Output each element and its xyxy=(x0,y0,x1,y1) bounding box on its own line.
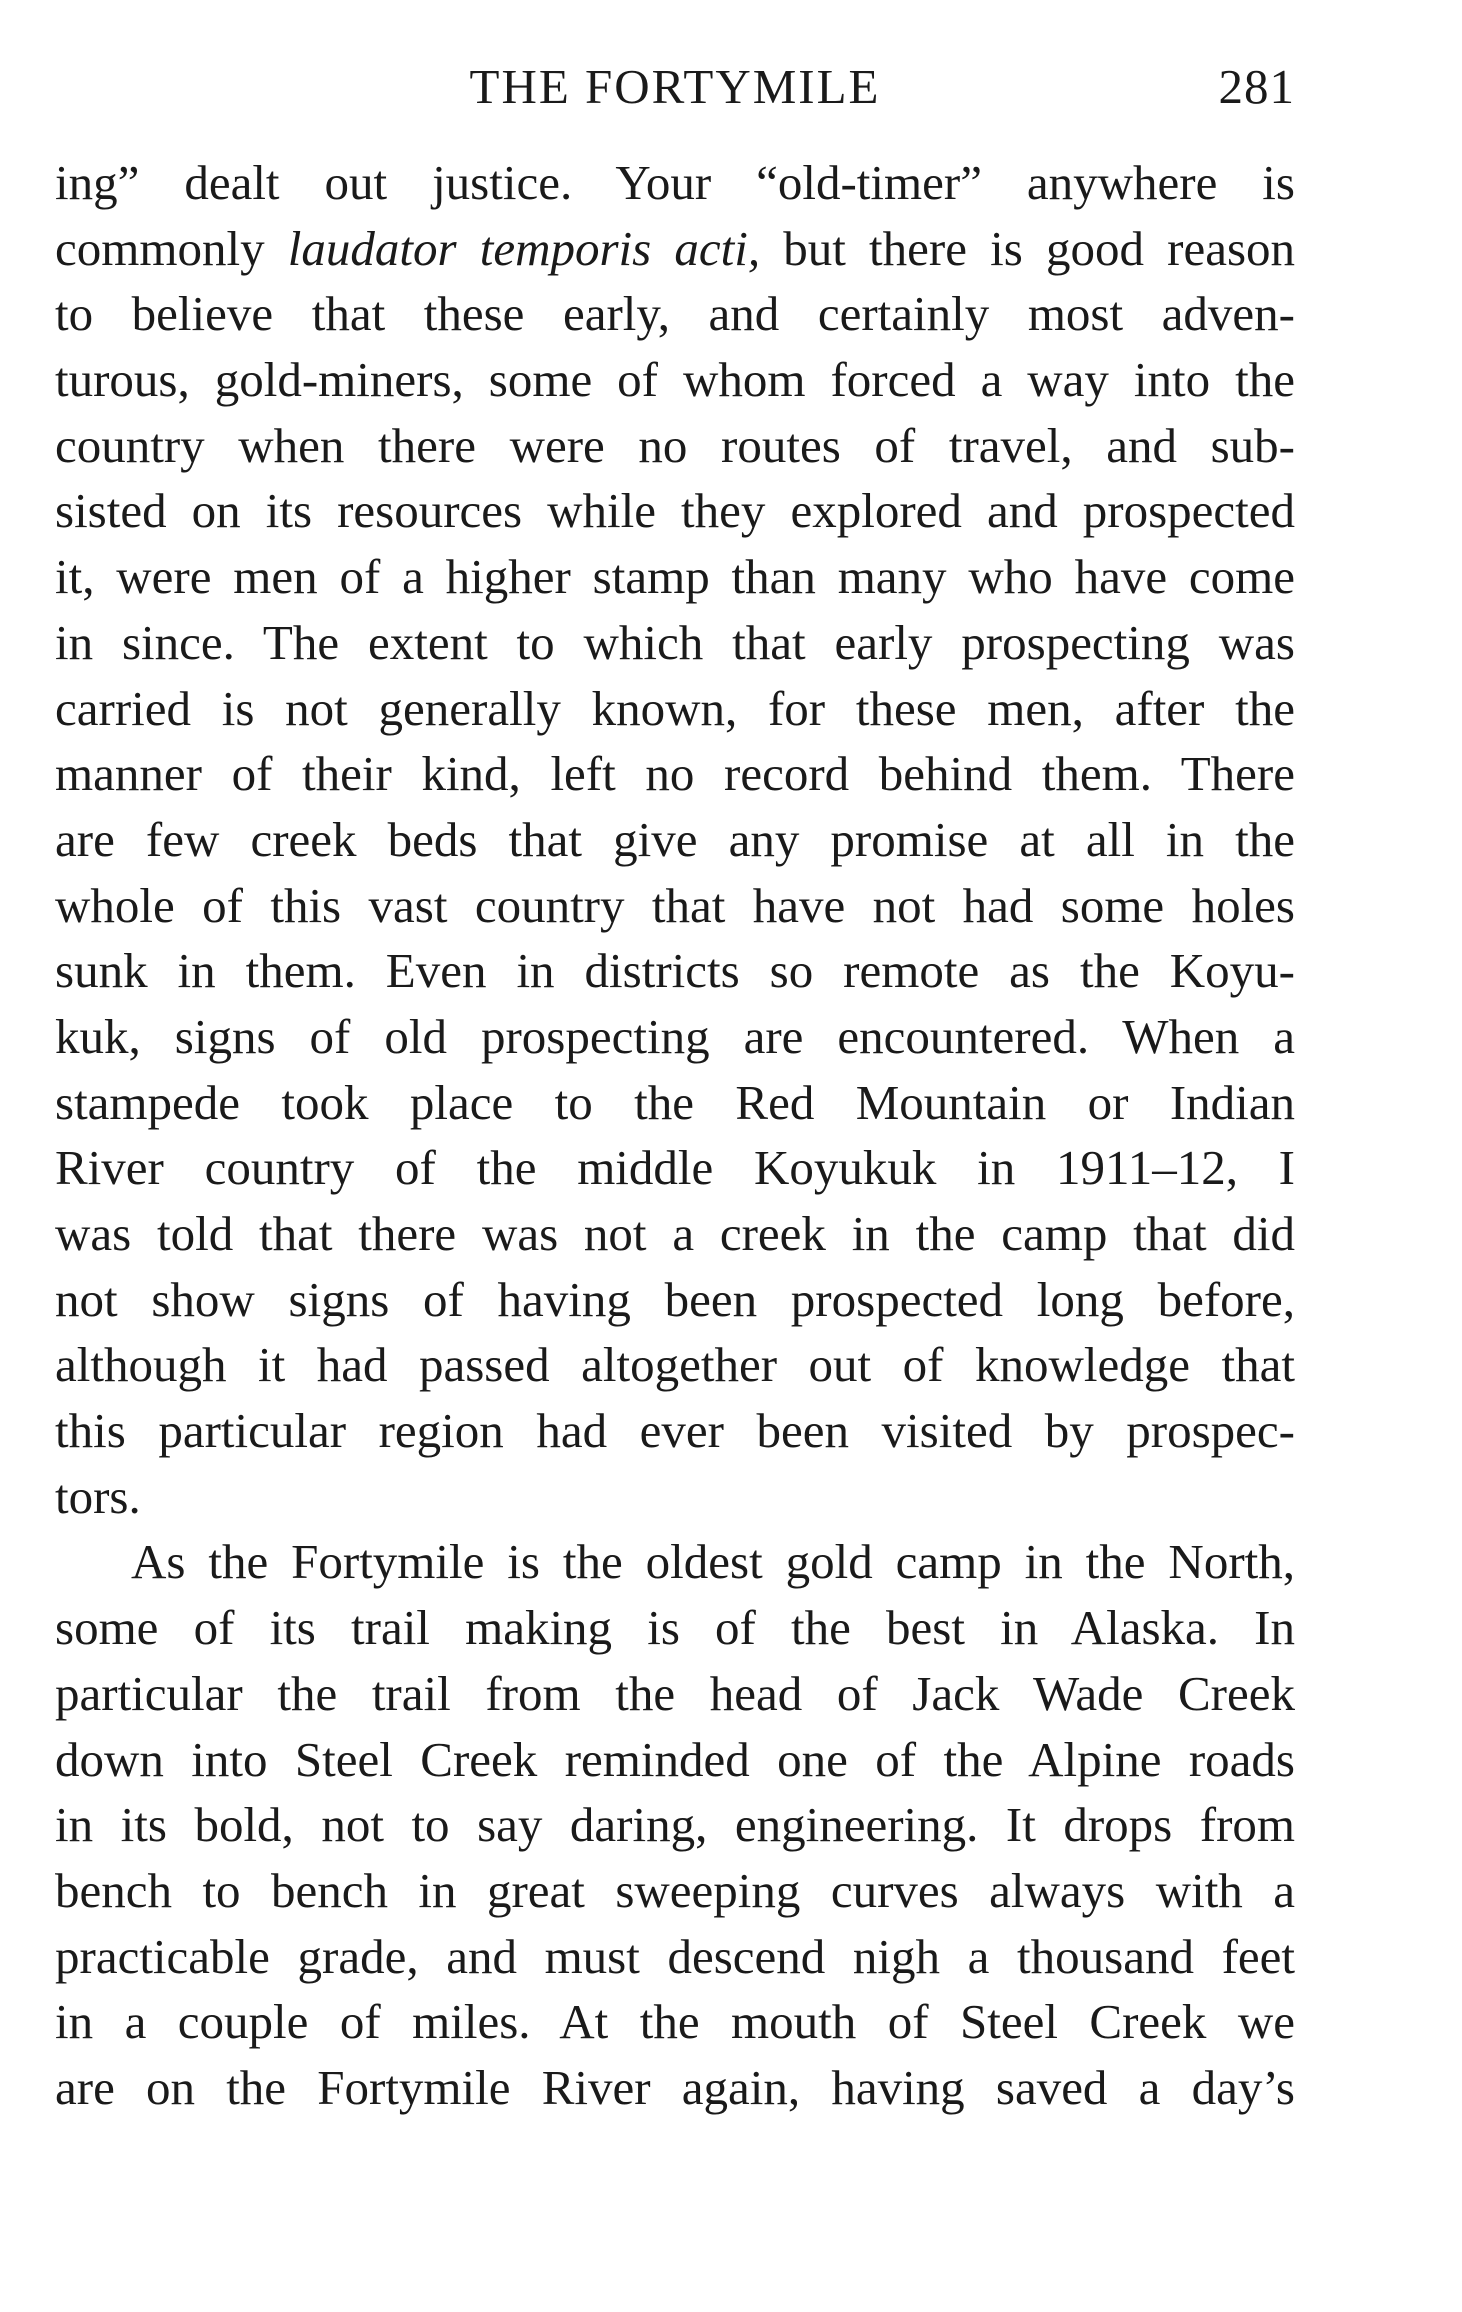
page-number: 281 xyxy=(1218,59,1295,114)
italic-latin-phrase: laudator temporis acti, xyxy=(287,220,761,276)
text-line: ing” dealt out justice. Your “old-timer” anywhere is xyxy=(55,155,1295,210)
paragraph xyxy=(55,1529,1295,2120)
text-line: this particular region had ever been visited by prospec- xyxy=(55,1403,1295,1459)
text-line: not show signs of having been prospected long before, xyxy=(55,1271,1295,1327)
text-line: tors. xyxy=(55,1468,141,1524)
text-line: turous, gold-miners, some of whom forced a way into the xyxy=(55,352,1295,408)
text-line: although it had passed altogether out of knowledge that xyxy=(55,1337,1295,1393)
text-line: are few creek beds that give any promise at all in the xyxy=(55,811,1295,867)
text-line: country when there were no routes of travel, and sub- xyxy=(55,417,1295,473)
running-head xyxy=(55,52,1295,122)
text-span: commonly xyxy=(55,220,265,276)
text-line xyxy=(55,216,1295,282)
text-line: in a couple of miles. At the mouth of Steel Creek we xyxy=(55,1994,1295,2050)
text-line: whole of this vast country that have not had some holes xyxy=(55,877,1295,933)
text-line: As the Fortymile is the oldest gold camp in the North, xyxy=(131,1534,1295,1590)
text-line: stampede took place to the Red Mountain or Indian xyxy=(55,1074,1295,1130)
text-span: but there is good reason xyxy=(783,220,1296,276)
text-line: sisted on its resources while they explored and prospected xyxy=(55,483,1295,539)
text-line: was told that there was not a creek in the camp that did xyxy=(55,1206,1295,1261)
text-line: bench to bench in great sweeping curves always with a xyxy=(55,1862,1295,1918)
text-line: it, were men of a higher stamp than many who have come xyxy=(55,549,1295,605)
text-line: sunk in them. Even in districts so remote as the Koyu- xyxy=(55,943,1295,999)
text-line: in since. The extent to which that early prospecting was xyxy=(55,614,1295,670)
text-line: to believe that these early, and certainly most adven- xyxy=(55,286,1295,342)
text-line: down into Steel Creek reminded one of the Alpine roads xyxy=(55,1731,1295,1787)
text-line: kuk, signs of old prospecting are encountered. When a xyxy=(55,1008,1295,1064)
running-title: THE FORTYMILE xyxy=(469,59,881,114)
text-line: manner of their kind, left no record behind them. There xyxy=(55,746,1295,802)
body-text xyxy=(55,150,1295,2121)
text-line: are on the Fortymile River again, having saved a day’s xyxy=(55,2059,1295,2115)
text-line: some of its trail making is of the best in Alaska. In xyxy=(55,1600,1295,1656)
text-line: River country of the middle Koyukuk in 1911–12, I xyxy=(55,1140,1295,1196)
text-line: practicable grade, and must descend nigh a thousand feet xyxy=(55,1928,1295,1984)
paragraph xyxy=(55,150,1295,1529)
text-line: carried is not generally known, for these men, after the xyxy=(55,680,1295,736)
text-line: in its bold, not to say daring, engineering. It drops from xyxy=(55,1797,1295,1853)
text-line: particular the trail from the head of Jack Wade Creek xyxy=(55,1665,1295,1721)
